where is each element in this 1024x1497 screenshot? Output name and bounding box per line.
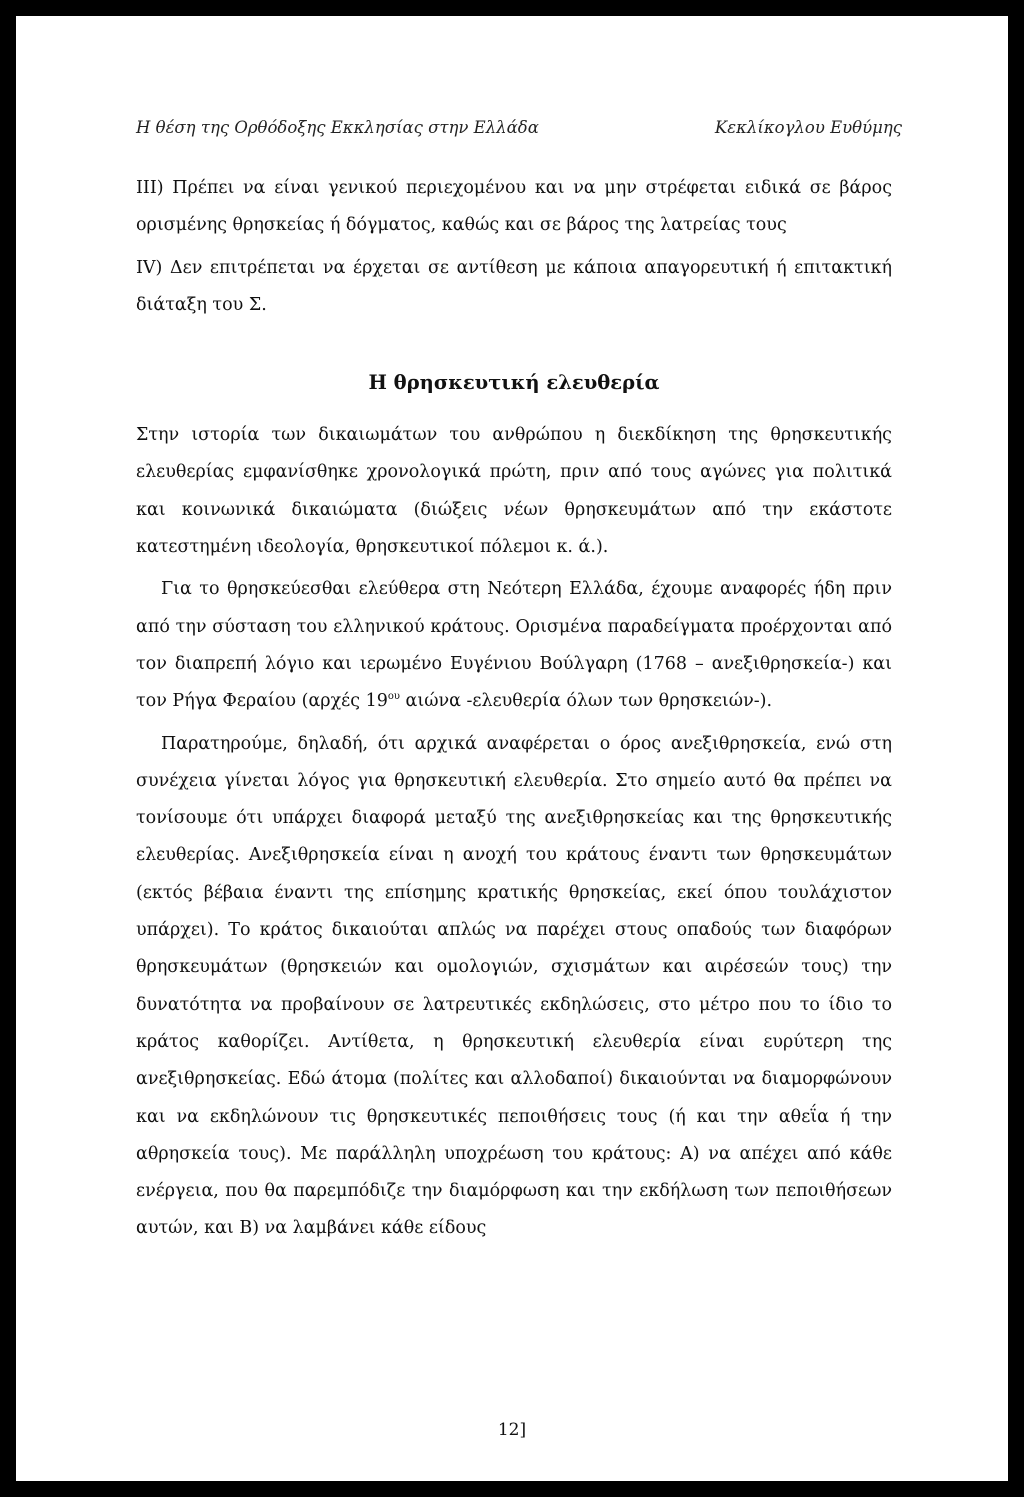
paragraph: Παρατηρούμε, δηλαδή, ότι αρχικά αναφέρεται ο όρος ανεξιθρησκεία, ενώ στη συνέχεια γίνεται λόγος για θρησκευτική ελευθερία. Στο σημείο αυτό θα πρέπει να τονίσουμε ότι υπάρχει διαφορά μεταξύ της ανεξιθρησκείας και της θρησκευτικής ελευθερίας. Ανεξιθρησκεία είναι η ανοχή του κράτους έναντι των θρησκευμάτων (εκτός βέβαια έναντι της επίσημης κρατικής θρησκείας, εκεί όπου τουλάχιστον υπάρχει). Το κράτος δικαιούται απλώς να παρέχει στους οπαδούς των διαφόρων θρησκευμάτων (θρησκειών και ομολογιών, σχισμάτων και αιρέσεών τους) την δυνατότητα να προβαίνουν σε λατρευτικές εκδηλώσεις, στο μέτρο που το ίδιο το κράτος καθορίζει. Αντίθετα, η θρησκευτική ελευθερία είναι ευρύτερη της ανεξιθρησκείας. Εδώ άτομα (πολίτες και αλλοδαποί) δικαιούνται να διαμορφώνουν και να εκδηλώνουν τις θρησκευτικές πεποιθήσεις τους (ή και την αθεΐα ή την αθρησκεία τους). Με παράλληλη υποχρέωση του κράτους: Α) να απέχει από κάθε ενέργεια, που θα παρεμπόδιζε την διαμόρφωση και την εκδήλωση των πεποιθήσεων αυτών, και Β) να λαμβάνει κάθε είδους [136, 733, 892, 1239]
list-item: IV) Δεν επιτρέπεται να έρχεται σε αντίθεση με κάποια απαγορευτική ή επιτακτική διάταξη του Σ. [136, 257, 892, 315]
paragraph: Στην ιστορία των δικαιωμάτων του ανθρώπου η διεκδίκηση της θρησκευτικής ελευθερίας εμφανίσθηκε χρονολογικά πρώτη, πριν από τους αγώνες για πολιτικά και κοινωνικά δικαιώματα (διώξεις νέων θρησκευμάτων από την εκάστοτε κατεστημένη ιδεολογία, θρησκευτικοί πόλεμοι κ. ά.). [136, 425, 892, 558]
header-title: Η θέση της Ορθόδοξης Εκκλησίας στην Ελλάδα [136, 118, 539, 137]
superscript: ου [387, 691, 400, 703]
document-body [136, 170, 892, 1248]
header-author: Κεκλίκογλου Ευθύμης [714, 118, 902, 137]
section-heading: Η θρησκευτική ελευθερία [368, 371, 660, 395]
list-item: III) Πρέπει να είναι γενικού περιεχομένου και να μην στρέφεται ειδικά σε βάρος ορισμένης θρησκείας ή δόγματος, καθώς και σε βάρος της λατρείας τους [136, 178, 892, 236]
page-number: 12] [497, 1420, 527, 1440]
running-header [136, 118, 902, 148]
document-page [16, 16, 1008, 1481]
paragraph-text: Για το θρησκεύεσθαι ελεύθερα στη Νεότερη Ελλάδα, έχουμε αναφορές ήδη πριν από την σύσταση του ελληνικού κράτους. Ορισμένα παραδείγματα προέρχονται από τον διαπρεπή λόγιο και ιερωμένο Ευγένιου Βούλγαρη (1768 – ανεξιθρησκεία-) και τον Ρήγα Φεραίου (αρχές 19 [136, 579, 892, 712]
paragraph-text: αιώνα -ελευθερία όλων των θρησκειών-). [399, 691, 773, 712]
paragraph [136, 571, 892, 720]
